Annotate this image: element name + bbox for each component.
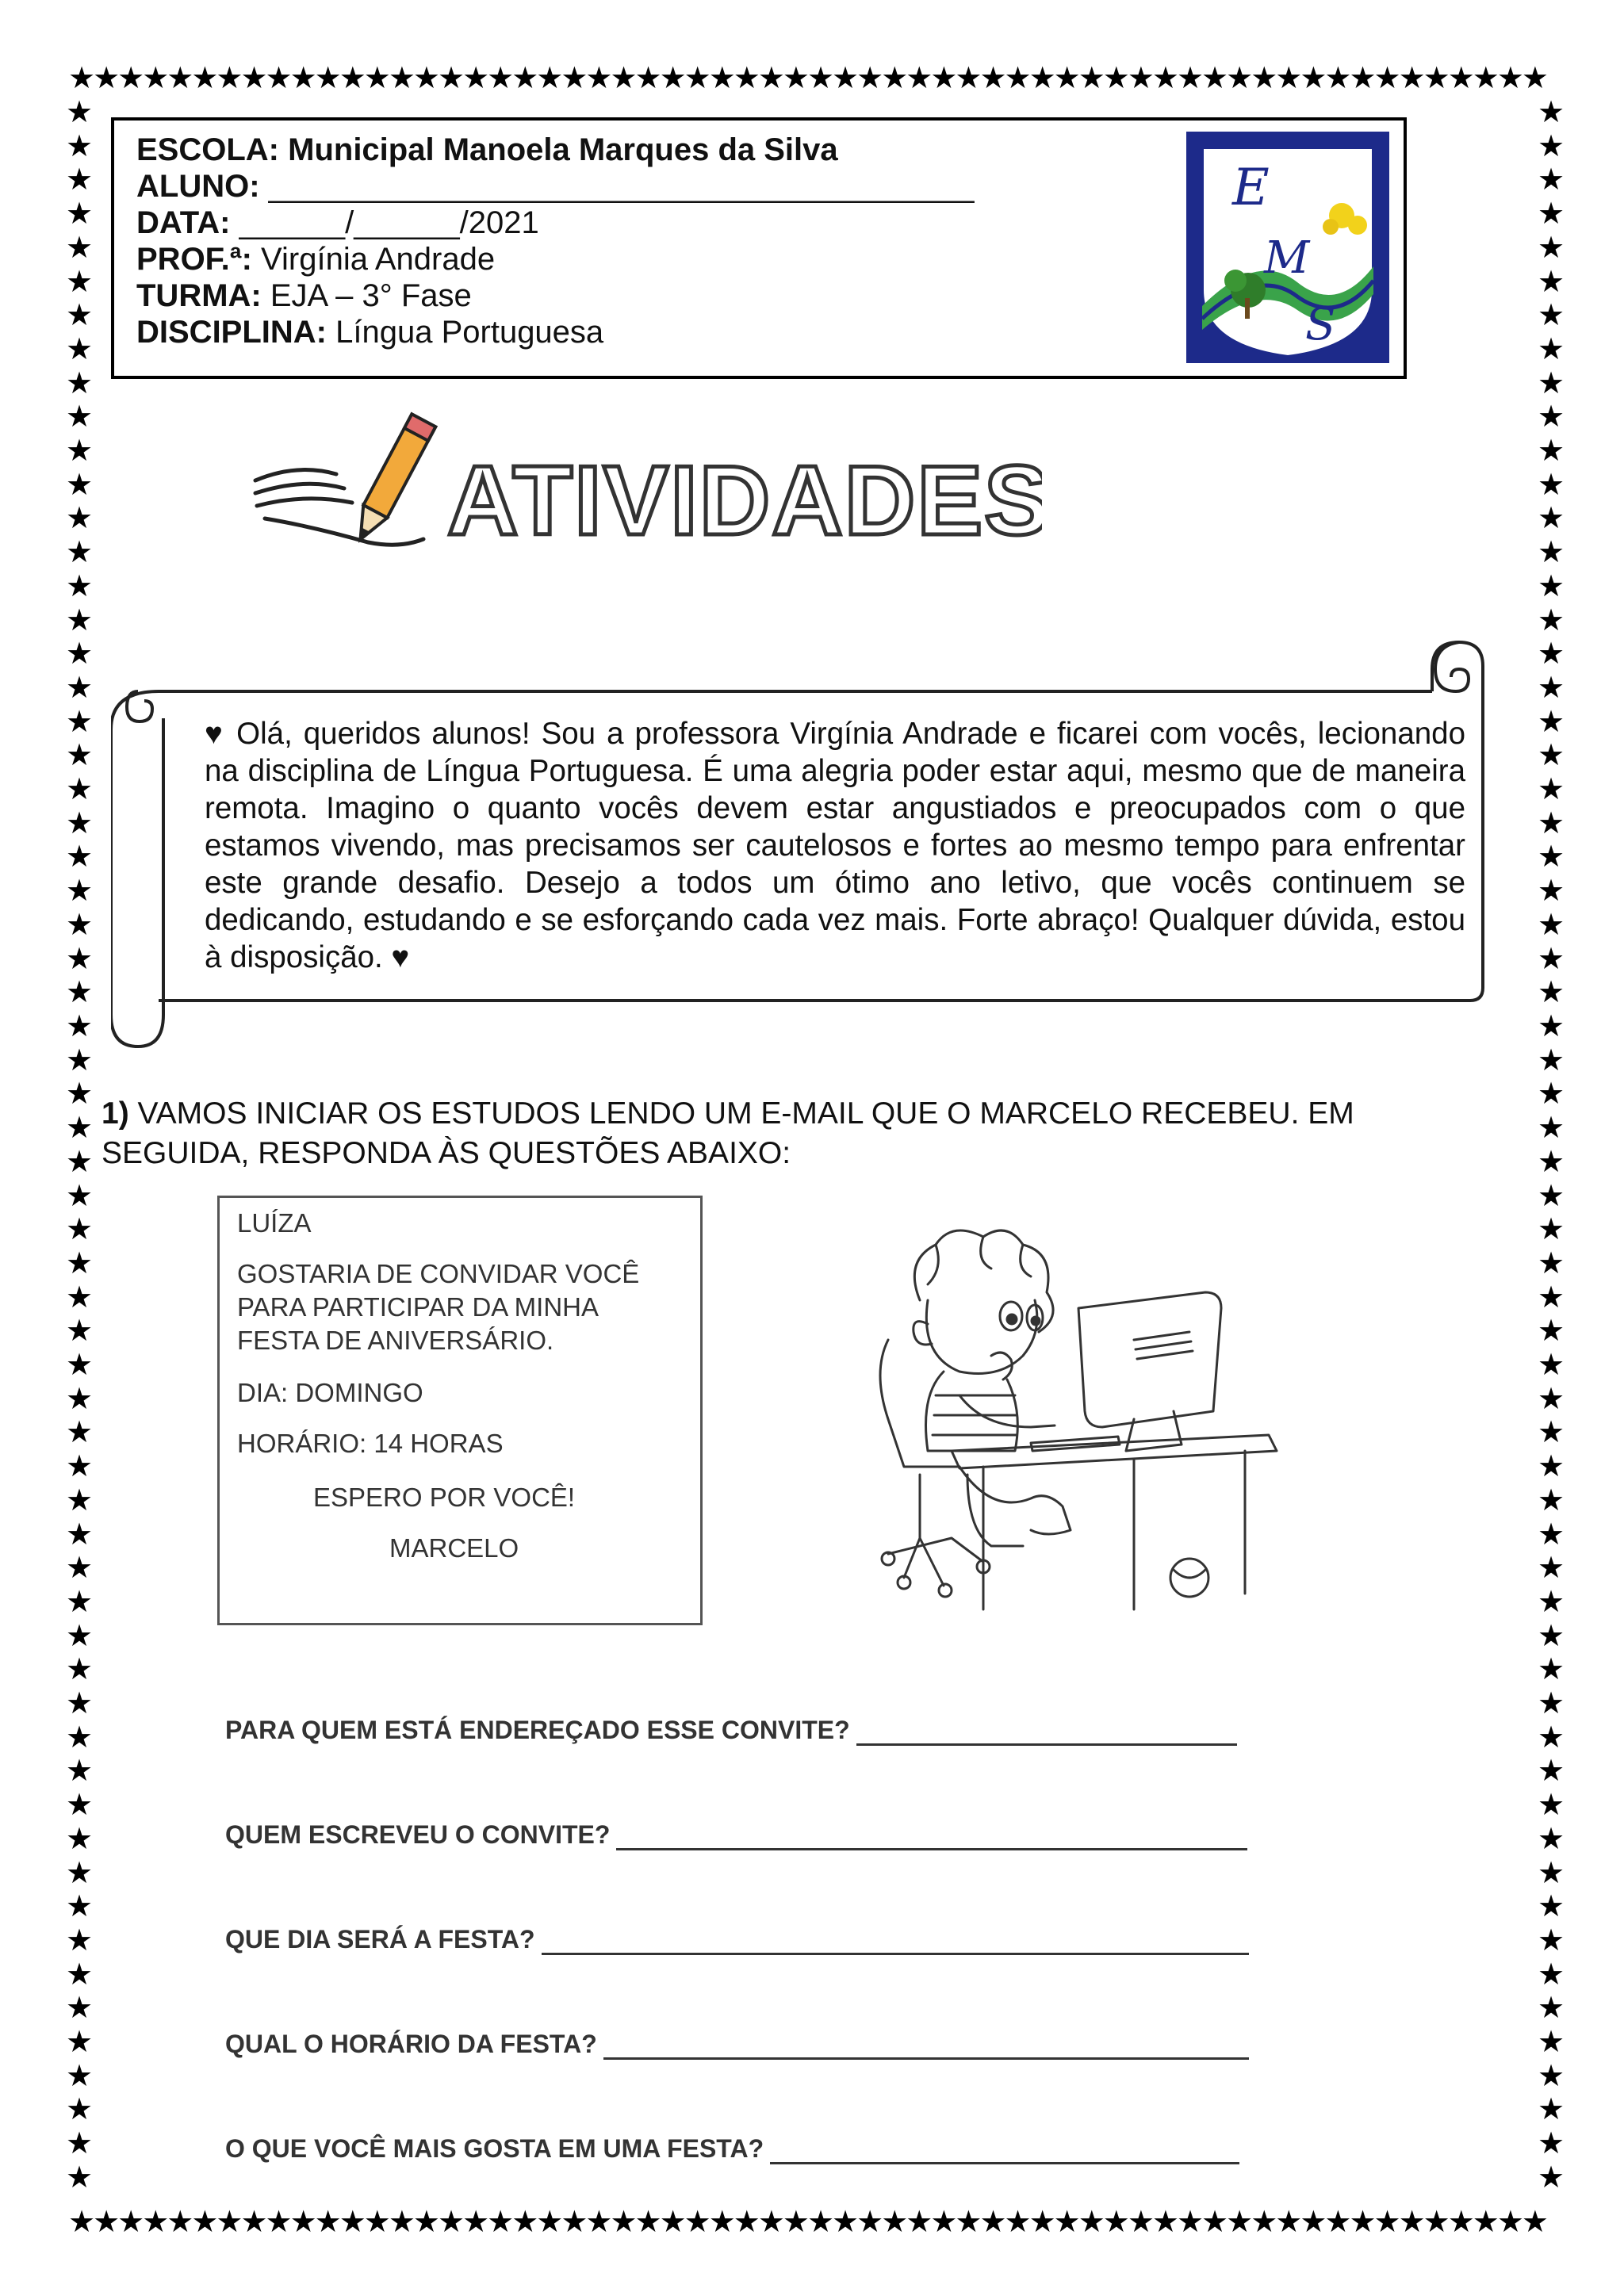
border-star: ★ xyxy=(1537,1583,1565,1619)
border-star: ★ xyxy=(65,196,94,232)
border-star: ★ xyxy=(1537,1177,1565,1213)
border-star: ★ xyxy=(1537,602,1565,637)
border-star: ★ xyxy=(65,1753,94,1789)
border-star: ★ xyxy=(65,1686,94,1721)
border-star: ★ xyxy=(1537,703,1565,739)
border-star: ★ xyxy=(65,703,94,739)
email-closing: ESPERO POR VOCÊ! xyxy=(313,1483,576,1512)
border-star: ★ xyxy=(65,1177,94,1213)
border-star: ★ xyxy=(65,839,94,874)
school-logo xyxy=(1186,132,1389,363)
border-star: ★ xyxy=(65,331,94,366)
border-star: ★ xyxy=(1537,128,1565,163)
border-star: ★ xyxy=(65,1347,94,1383)
border-star: ★ xyxy=(1537,669,1565,705)
border-star: ★ xyxy=(1537,534,1565,570)
border-star: ★ xyxy=(65,1313,94,1349)
question-favorite-thing: O QUE VOCÊ MAIS GOSTA EM UMA FESTA? xyxy=(225,2133,1239,2164)
border-star: ★ xyxy=(1537,2126,1565,2161)
student-line: ALUNO: ________________________________________ xyxy=(136,169,975,204)
border-star: ★ xyxy=(65,162,94,197)
border-star: ★ xyxy=(1537,771,1565,807)
border-star: ★ xyxy=(1537,1719,1565,1755)
activities-heading: ATIVIDADES xyxy=(447,446,1042,556)
border-star: ★ xyxy=(1537,399,1565,434)
border-star: ★ xyxy=(65,1956,94,1992)
border-star: ★ xyxy=(65,128,94,163)
border-star: ★ xyxy=(1537,1279,1565,1314)
border-star: ★ xyxy=(65,1279,94,1314)
border-star: ★ xyxy=(1537,737,1565,773)
border-star: ★ xyxy=(65,805,94,840)
email-invitation xyxy=(217,1196,703,1625)
border-star: ★ xyxy=(65,2159,94,2188)
border-star: ★ xyxy=(1537,1617,1565,1653)
border-star: ★ xyxy=(65,1617,94,1653)
border-star: ★ xyxy=(1537,636,1565,672)
answer-line-party-time[interactable] xyxy=(603,2034,1249,2060)
border-star: ★ xyxy=(65,1888,94,1924)
border-star: ★ xyxy=(1537,1550,1565,1586)
school-line: ESCOLA: Municipal Manoela Marques da Silva xyxy=(136,132,838,167)
border-star: ★ xyxy=(65,669,94,705)
question-author: QUEM ESCREVEU O CONVITE? xyxy=(225,1819,1247,1850)
border-star: ★ xyxy=(1537,196,1565,232)
border-star: ★ xyxy=(65,466,94,502)
star-border-top: ★★★★★★★★★★★★★★★★★★★★★★★★★★★★★★★★★★★★★★★★★★★★★★★★★★★★★★★★★★★★ xyxy=(68,60,1546,95)
border-star: ★ xyxy=(65,1516,94,1552)
border-star: ★ xyxy=(1537,466,1565,502)
border-star: ★ xyxy=(65,1583,94,1619)
boy-at-computer-illustration xyxy=(872,1213,1285,1641)
welcome-message: ♥ Olá, queridos alunos! Sou a professora Virgínia Andrade e ficarei com vocês, lecionando na disciplina de Língua Portuguesa. É uma alegria poder estar aqui, mesmo que de maneira remota. Imagino o quanto vocês devem estar angustiados e preocupados com o que estamos vivendo, mas precisamos ser cautelosos e fortes ao mesmo tempo para enfrentar este grande desafio. Desejo a todos um ótimo ano letivo, que vocês continuem se dedicando, estudando e se esforçando cada vez mais. Forte abraço! Qualquer dúvida, estou à disposição. ♥ xyxy=(205,717,1465,974)
border-star: ★ xyxy=(65,1076,94,1112)
border-star: ★ xyxy=(65,500,94,536)
border-star: ★ xyxy=(1537,839,1565,874)
border-star: ★ xyxy=(1537,1888,1565,1924)
border-star: ★ xyxy=(65,1414,94,1450)
email-body-line-1: GOSTARIA DE CONVIDAR VOCÊ xyxy=(237,1259,640,1288)
border-star: ★ xyxy=(1537,2024,1565,2060)
email-body-line-2: PARA PARTICIPAR DA MINHA xyxy=(237,1292,599,1322)
answer-line-recipient[interactable] xyxy=(856,1720,1237,1746)
border-star: ★ xyxy=(1537,873,1565,909)
border-star: ★ xyxy=(65,771,94,807)
border-star: ★ xyxy=(1537,433,1565,469)
answer-line-party-day[interactable] xyxy=(542,1929,1249,1955)
border-star: ★ xyxy=(65,229,94,265)
border-star: ★ xyxy=(1537,1110,1565,1146)
border-star: ★ xyxy=(1537,2159,1565,2188)
question-party-day: QUE DIA SERÁ A FESTA? xyxy=(225,1923,1249,1955)
student-name-blank[interactable]: ________________________________________ xyxy=(268,169,975,204)
border-star: ★ xyxy=(1537,1380,1565,1416)
border-star: ★ xyxy=(65,1143,94,1179)
border-star: ★ xyxy=(65,873,94,909)
border-star: ★ xyxy=(65,940,94,976)
email-day: DIA: DOMINGO xyxy=(237,1378,423,1407)
border-star: ★ xyxy=(65,1245,94,1280)
logo-letter-m: M xyxy=(1264,232,1310,284)
border-star: ★ xyxy=(65,297,94,333)
border-star: ★ xyxy=(1537,940,1565,976)
border-star: ★ xyxy=(65,1719,94,1755)
border-star: ★ xyxy=(1537,2091,1565,2127)
welcome-scroll xyxy=(111,634,1491,1054)
email-signature: MARCELO xyxy=(389,1533,519,1563)
border-star: ★ xyxy=(1537,263,1565,299)
border-star: ★ xyxy=(65,1211,94,1247)
question-recipient: PARA QUEM ESTÁ ENDEREÇADO ESSE CONVITE? xyxy=(225,1714,1237,1746)
border-star: ★ xyxy=(65,1482,94,1517)
border-star: ★ xyxy=(65,906,94,942)
border-star: ★ xyxy=(1537,331,1565,366)
border-star: ★ xyxy=(65,2057,94,2093)
border-star: ★ xyxy=(65,602,94,637)
border-star: ★ xyxy=(1537,1651,1565,1687)
border-star: ★ xyxy=(65,2024,94,2060)
date-blank[interactable]: ______/______/2021 xyxy=(239,205,539,240)
border-star: ★ xyxy=(65,433,94,469)
answer-line-author[interactable] xyxy=(616,1824,1247,1850)
border-star: ★ xyxy=(65,636,94,672)
date-line: DATA: ______/______/2021 xyxy=(136,205,539,240)
border-star: ★ xyxy=(65,974,94,1010)
border-star: ★ xyxy=(65,263,94,299)
border-star: ★ xyxy=(65,534,94,570)
border-star: ★ xyxy=(1537,1042,1565,1077)
border-star: ★ xyxy=(65,1550,94,1586)
border-star: ★ xyxy=(65,568,94,603)
border-star: ★ xyxy=(65,1008,94,1043)
border-star: ★ xyxy=(1537,1076,1565,1112)
border-star: ★ xyxy=(1537,974,1565,1010)
border-star: ★ xyxy=(1537,1787,1565,1823)
activities-title xyxy=(249,408,1042,566)
border-star: ★ xyxy=(1537,1956,1565,1992)
border-star: ★ xyxy=(1537,1347,1565,1383)
email-recipient: LUÍZA xyxy=(237,1208,312,1238)
border-star: ★ xyxy=(65,1042,94,1077)
border-star: ★ xyxy=(1537,906,1565,942)
border-star: ★ xyxy=(1537,1990,1565,2026)
border-star: ★ xyxy=(1537,1482,1565,1517)
email-body-line-3: FESTA DE ANIVERSÁRIO. xyxy=(237,1326,554,1355)
border-star: ★ xyxy=(65,399,94,434)
border-star: ★ xyxy=(1537,805,1565,840)
logo-letter-s: S xyxy=(1305,299,1336,350)
star-border-right xyxy=(1534,95,1568,2188)
question-party-time: QUAL O HORÁRIO DA FESTA? xyxy=(225,2028,1249,2060)
border-star: ★ xyxy=(1537,1516,1565,1552)
border-star: ★ xyxy=(1537,1143,1565,1179)
school-header xyxy=(111,117,1407,379)
border-star: ★ xyxy=(1537,1245,1565,1280)
border-star: ★ xyxy=(1537,1922,1565,1957)
border-star: ★ xyxy=(65,1854,94,1890)
border-star: ★ xyxy=(1537,1820,1565,1856)
border-star: ★ xyxy=(65,2126,94,2161)
border-star: ★ xyxy=(1537,1008,1565,1043)
star-border-left xyxy=(62,95,97,2188)
border-star: ★ xyxy=(1537,1854,1565,1890)
pencil-icon xyxy=(255,414,435,545)
border-star: ★ xyxy=(65,365,94,400)
border-star: ★ xyxy=(65,95,94,129)
email-time: HORÁRIO: 14 HORAS xyxy=(237,1429,504,1458)
border-star: ★ xyxy=(65,1820,94,1856)
border-star: ★ xyxy=(1537,568,1565,603)
logo-letter-e: E xyxy=(1232,159,1270,217)
border-star: ★ xyxy=(1537,500,1565,536)
star-border-bottom: ★★★★★★★★★★★★★★★★★★★★★★★★★★★★★★★★★★★★★★★★★★★★★★★★★★★★★★★★★★★★ xyxy=(68,2204,1546,2239)
border-star: ★ xyxy=(1537,229,1565,265)
border-star: ★ xyxy=(65,1448,94,1484)
subject-line: DISCIPLINA: Língua Portuguesa xyxy=(136,315,604,350)
border-star: ★ xyxy=(65,1110,94,1146)
border-star: ★ xyxy=(65,1990,94,2026)
border-star: ★ xyxy=(1537,297,1565,333)
border-star: ★ xyxy=(65,1787,94,1823)
question-1-prompt: 1) VAMOS INICIAR OS ESTUDOS LENDO UM E-MAIL QUE O MARCELO RECEBEU. EM SEGUIDA, RESPONDA ÀS QUESTÕES ABAIXO: xyxy=(102,1096,1354,1170)
border-star: ★ xyxy=(65,737,94,773)
border-star: ★ xyxy=(65,2091,94,2127)
border-star: ★ xyxy=(1537,1686,1565,1721)
border-star: ★ xyxy=(1537,1211,1565,1247)
border-star: ★ xyxy=(1537,365,1565,400)
border-star: ★ xyxy=(65,1651,94,1687)
border-star: ★ xyxy=(65,1922,94,1957)
border-star: ★ xyxy=(1537,1414,1565,1450)
border-star: ★ xyxy=(1537,95,1565,129)
border-star: ★ xyxy=(1537,162,1565,197)
border-star: ★ xyxy=(1537,1753,1565,1789)
answer-line-favorite-thing[interactable] xyxy=(770,2138,1239,2164)
class-line: TURMA: EJA – 3° Fase xyxy=(136,278,472,313)
teacher-line: PROF.ª: Virgínia Andrade xyxy=(136,242,496,277)
border-star: ★ xyxy=(1537,1313,1565,1349)
border-star: ★ xyxy=(65,1380,94,1416)
border-star: ★ xyxy=(1537,1448,1565,1484)
border-star: ★ xyxy=(1537,2057,1565,2093)
